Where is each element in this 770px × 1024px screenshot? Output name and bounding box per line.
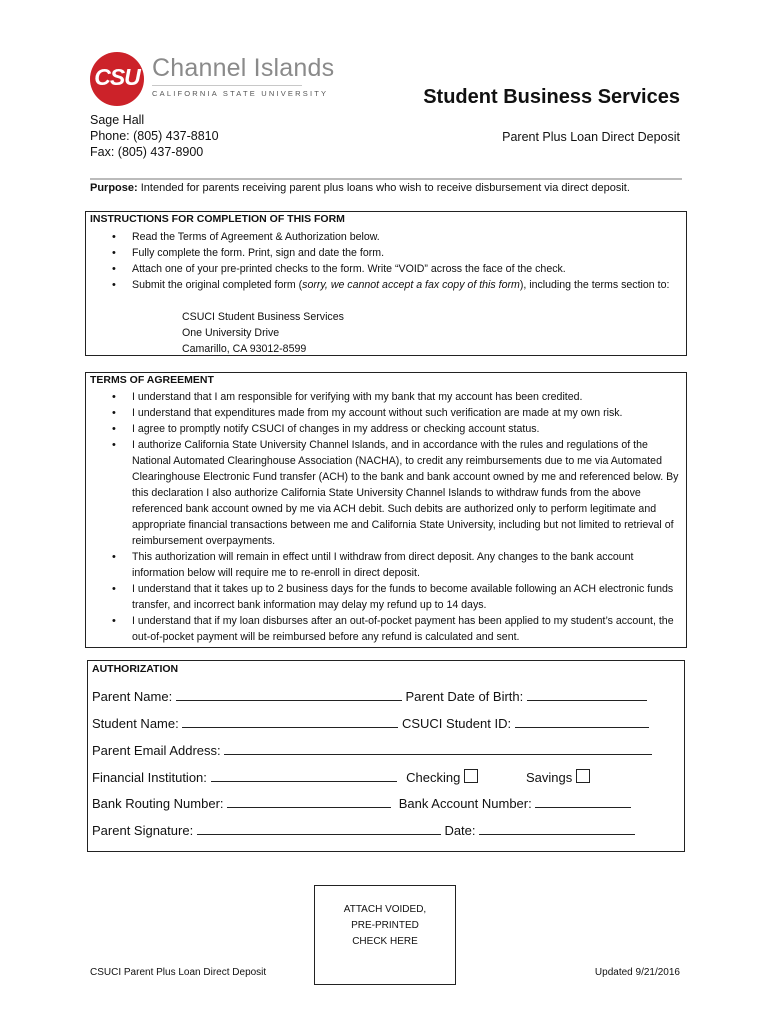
purpose-label: Purpose: — [90, 182, 138, 194]
authorization-title: AUTHORIZATION — [92, 663, 179, 675]
signature-row — [92, 822, 635, 838]
parent-name-row — [92, 688, 647, 704]
signature-field[interactable] — [197, 822, 441, 835]
logo-wordmark: Channel Islands — [152, 54, 335, 82]
signature-label: Parent Signature: — [92, 823, 194, 838]
logo-subtitle: CALIFORNIA STATE UNIVERSITY — [152, 89, 329, 98]
account-field[interactable] — [535, 795, 631, 808]
routing-label: Bank Routing Number: — [92, 796, 224, 811]
student-name-label: Student Name: — [92, 716, 179, 731]
list-item: • I agree to promptly notify CSUCI of changes in my address or checking account status. — [86, 421, 680, 437]
list-item: • I understand that if my loan disburses after an out-of-pocket payment has been applied to my student’s account, the out-of-pocket payment will be reimbursed before any refund is calculated and sent. — [86, 613, 680, 645]
contact-location: Sage Hall — [90, 113, 145, 127]
institution-label: Financial Institution: — [92, 770, 207, 785]
bank-row — [92, 795, 631, 811]
instructions-section — [85, 211, 687, 356]
attach-check-text: ATTACH VOIDED, PRE-PRINTED CHECK HERE — [343, 904, 427, 947]
institution-field[interactable] — [211, 769, 397, 782]
contact-phone: Phone: (805) 437-8810 — [90, 129, 219, 143]
savings-checkbox[interactable] — [576, 769, 590, 783]
instructions-list — [86, 229, 676, 293]
checking-checkbox[interactable] — [464, 769, 478, 783]
student-id-field[interactable] — [515, 715, 649, 728]
terms-list — [86, 389, 680, 645]
list-item: • This authorization will remain in effect until I withdraw from direct deposit. Any changes to the bank account information below will require me to re-enroll in direct deposit. — [86, 549, 680, 581]
routing-field[interactable] — [227, 795, 391, 808]
logo-divider — [152, 85, 302, 86]
student-name-field[interactable] — [182, 715, 398, 728]
list-item: • I understand that expenditures made from my account without such verification are made at my own risk. — [86, 405, 680, 421]
checking-label: Checking — [406, 770, 461, 785]
list-item: • Attach one of your pre-printed checks to the form. Write “VOID” across the face of the check. — [86, 261, 676, 277]
parent-name-field[interactable] — [176, 688, 402, 701]
csu-logo-seal: CSU — [90, 52, 144, 106]
contact-info — [90, 112, 219, 160]
instructions-title: INSTRUCTIONS FOR COMPLETION OF THIS FORM — [90, 213, 345, 225]
parent-email-field[interactable] — [224, 742, 652, 755]
parent-dob-label: Parent Date of Birth: — [405, 689, 524, 704]
footer-form-name: CSUCI Parent Plus Loan Direct Deposit — [90, 967, 267, 978]
account-label: Bank Account Number: — [398, 796, 532, 811]
contact-fax: Fax: (805) 437-8900 — [90, 145, 204, 159]
list-item: • Read the Terms of Agreement & Authorization below. — [86, 229, 676, 245]
parent-email-label: Parent Email Address: — [92, 743, 221, 758]
email-row — [92, 742, 652, 758]
terms-title: TERMS OF AGREEMENT — [90, 374, 214, 386]
header-divider — [90, 178, 682, 180]
list-item: • Submit the original completed form (sorry, we cannot accept a fax copy of this form), including the terms section to: — [86, 277, 676, 293]
parent-dob-field[interactable] — [527, 688, 647, 701]
list-item: • I authorize California State University Channel Islands, and in accordance with the rules and regulations of the National Automated Clearinghouse Association (NACHA), to credit any reimbursements due to me via Automated Clearinghouse Electronic Fund transfer (ACH) to the bank and bank account owned by me and referenced below. By this declaration I also authorize California State University Channel Islands to withdraw funds from the above referenced bank account owned by me via ACH debit. Such debits are authorized only to perform legitimate and appropriate financial transactions between me and California State University, including but not limited to retrieval of reimbursement overpayments. — [86, 437, 680, 549]
date-field[interactable] — [479, 822, 635, 835]
department-title: Student Business Services — [423, 86, 680, 108]
form-name: Parent Plus Loan Direct Deposit — [502, 130, 680, 144]
attach-check-box — [314, 885, 456, 985]
mailing-address: CSUCI Student Business Services One University Drive Camarillo, CA 93012-8599 — [182, 311, 344, 355]
footer-updated-date: Updated 9/21/2016 — [594, 967, 680, 978]
parent-name-label: Parent Name: — [92, 689, 173, 704]
list-item: • Fully complete the form. Print, sign and date the form. — [86, 245, 676, 261]
purpose-text: Intended for parents receiving parent plus loans who wish to receive disbursement via direct deposit. — [137, 182, 630, 194]
purpose-statement — [90, 182, 630, 194]
institution-row — [92, 769, 590, 785]
authorization-section — [87, 660, 685, 852]
student-row — [92, 715, 649, 731]
list-item: • I understand that I am responsible for verifying with my bank that my account has been credited. — [86, 389, 680, 405]
terms-section — [85, 372, 687, 648]
list-item: • I understand that it takes up to 2 business days for the funds to become available following an ACH electronic funds transfer, and incorrect bank information may delay my refund up to 14 days. — [86, 581, 680, 613]
savings-label: Savings — [525, 770, 573, 785]
student-id-label: CSUCI Student ID: — [401, 716, 512, 731]
date-label: Date: — [444, 823, 476, 838]
